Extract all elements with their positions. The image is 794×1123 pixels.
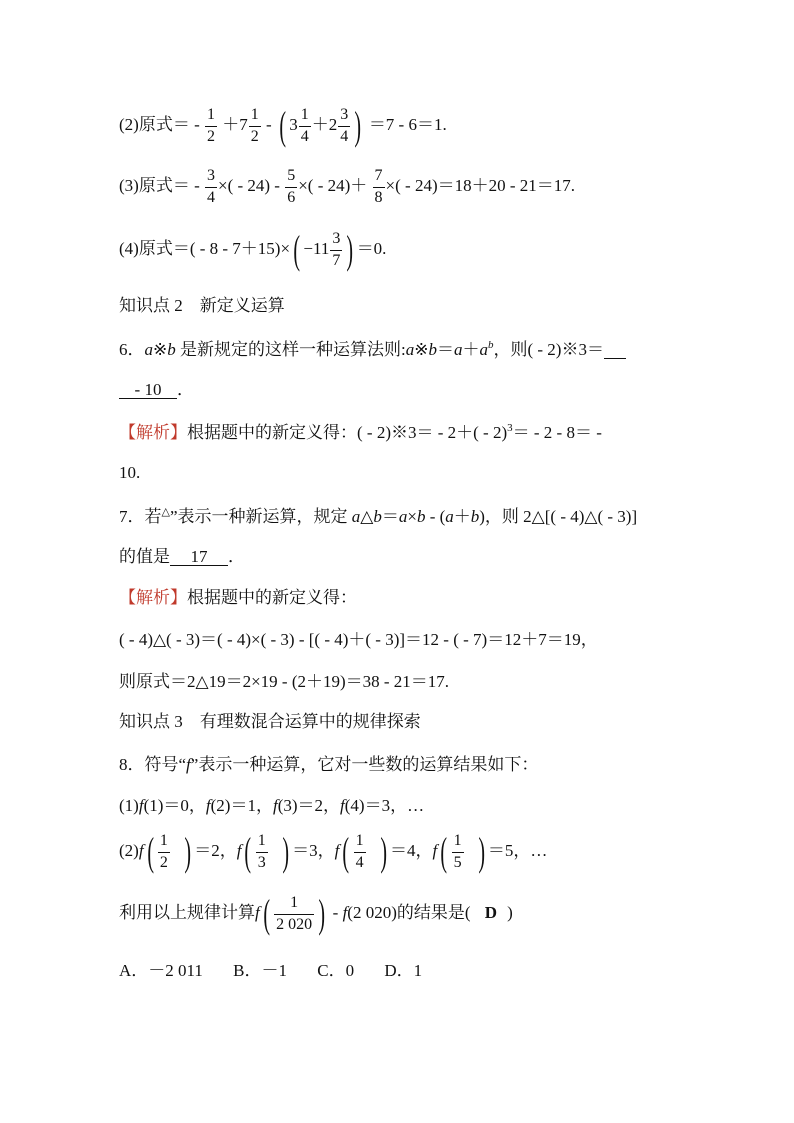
p2-minus: - [265,114,276,134]
explanation-7-line2: ( - 4)△( - 3)＝( - 4)×( - 3) - [( - 4)＋( - 3)]＝12 - ( - 7)＝12＋7＝19， [119,630,598,649]
explanation-7: 【解析】根据题中的新定义得： [119,588,357,607]
fraction: $\frac{7}{8}$ [374,167,383,206]
fraction: $\frac{3}{4}$ [340,105,349,145]
p3-t1: ×( - 24) - [217,176,280,196]
left-paren: ( [279,103,286,148]
p4-tail: ＝0. [356,238,387,258]
explanation-6-line2: 10. [119,463,141,482]
line-p3 [119,168,575,207]
section-heading-2: 知识点 2 新定义运算 [119,296,285,315]
question-8-row1: (1)f(1)＝0，f(2)＝1，f(3)＝2，f(4)＝3，… [119,796,425,815]
right-paren: ) [354,103,362,148]
p3-t2: ×( - 24)＋ [298,176,368,196]
answer-blank: 17 [170,548,228,566]
option-c: C．0 [317,961,355,980]
question-8: 8．符号“f”表示一种运算，它对一些数的运算结果如下： [119,755,539,774]
question-8-row2: (2)f( $\frac{1}{2}$ ) ＝2，f( $\frac{1}{3}$ ) ＝3，f( $\frac{1}{4}$ ) ＝4，f( $\frac{1}{5}$ ) ＝5，… [119,829,548,874]
left-paren: ( [293,227,301,272]
section-heading-3: 知识点 3 有理数混合运算中的规律探索 [119,712,421,731]
fraction: $\frac{1}{4}$ [300,105,309,145]
mixed-whole: 3 [289,114,298,134]
fraction: $\frac{3}{7}$ [332,229,341,269]
fraction: $\frac{1}{2}$ [250,105,259,145]
line-p2 [119,103,447,148]
p3-lead: (3)原式＝ - [119,176,200,196]
question-8-ask: 利用以上规律计算f( $\frac{1}{2 020}$ ) - f(2 020)的结果是( D ) [119,891,513,936]
p2-plus2: ＋2 [311,114,338,134]
fraction: $\frac{3}{4}$ [206,167,215,206]
explanation-tag: 【解析】 [119,588,187,607]
fraction: $\frac{5}{6}$ [287,167,296,206]
answer-choice: D [484,902,498,922]
option-d: D．1 [384,961,423,980]
right-paren: ) [346,227,354,272]
line-p4 [119,227,387,272]
answer-blank: - 10 [119,381,177,399]
question-6: 6．a※b 是新规定的这样一种运算法则$:a※b=a+a^b$，则( - 2)※3＝ [119,340,626,359]
explanation-tag: 【解析】 [119,423,187,442]
option-b: B．－1 [233,961,287,980]
p2-lead: (2)原式＝ - [119,114,200,134]
p2-plus7: ＋7 [222,114,248,134]
p3-tail: ×( - 24)＝18＋20 - 21＝17. [385,176,576,196]
p2-tail: ＝7 - 6＝1. [368,114,447,134]
question-7: 7．若△”表示一种新运算，规定 a△b＝a×b - (a＋b)，则 2△[( - 4)△( - 3)] [119,506,638,526]
explanation-7-line3: 则原式＝2△19＝2×19 - (2＋19)＝38 - 21＝17. [119,672,450,691]
options-row [119,962,448,979]
p4-neg: −11 [303,238,330,258]
question-7-line2: 的值是 17 ． [119,547,245,566]
explanation-6: 【解析】根据题中的新定义得：( - 2)※3＝ - 2＋( - 2)$^3$＝ - 2 - 8＝ - [119,422,602,442]
fraction: $\frac{1}{2}$ [206,105,215,145]
option-a: A．－2 011 [119,961,203,980]
p4-lead: (4)原式＝( - 8 - 7＋15)× [119,238,291,258]
question-6-answer-line: - 10 ． [119,381,194,399]
